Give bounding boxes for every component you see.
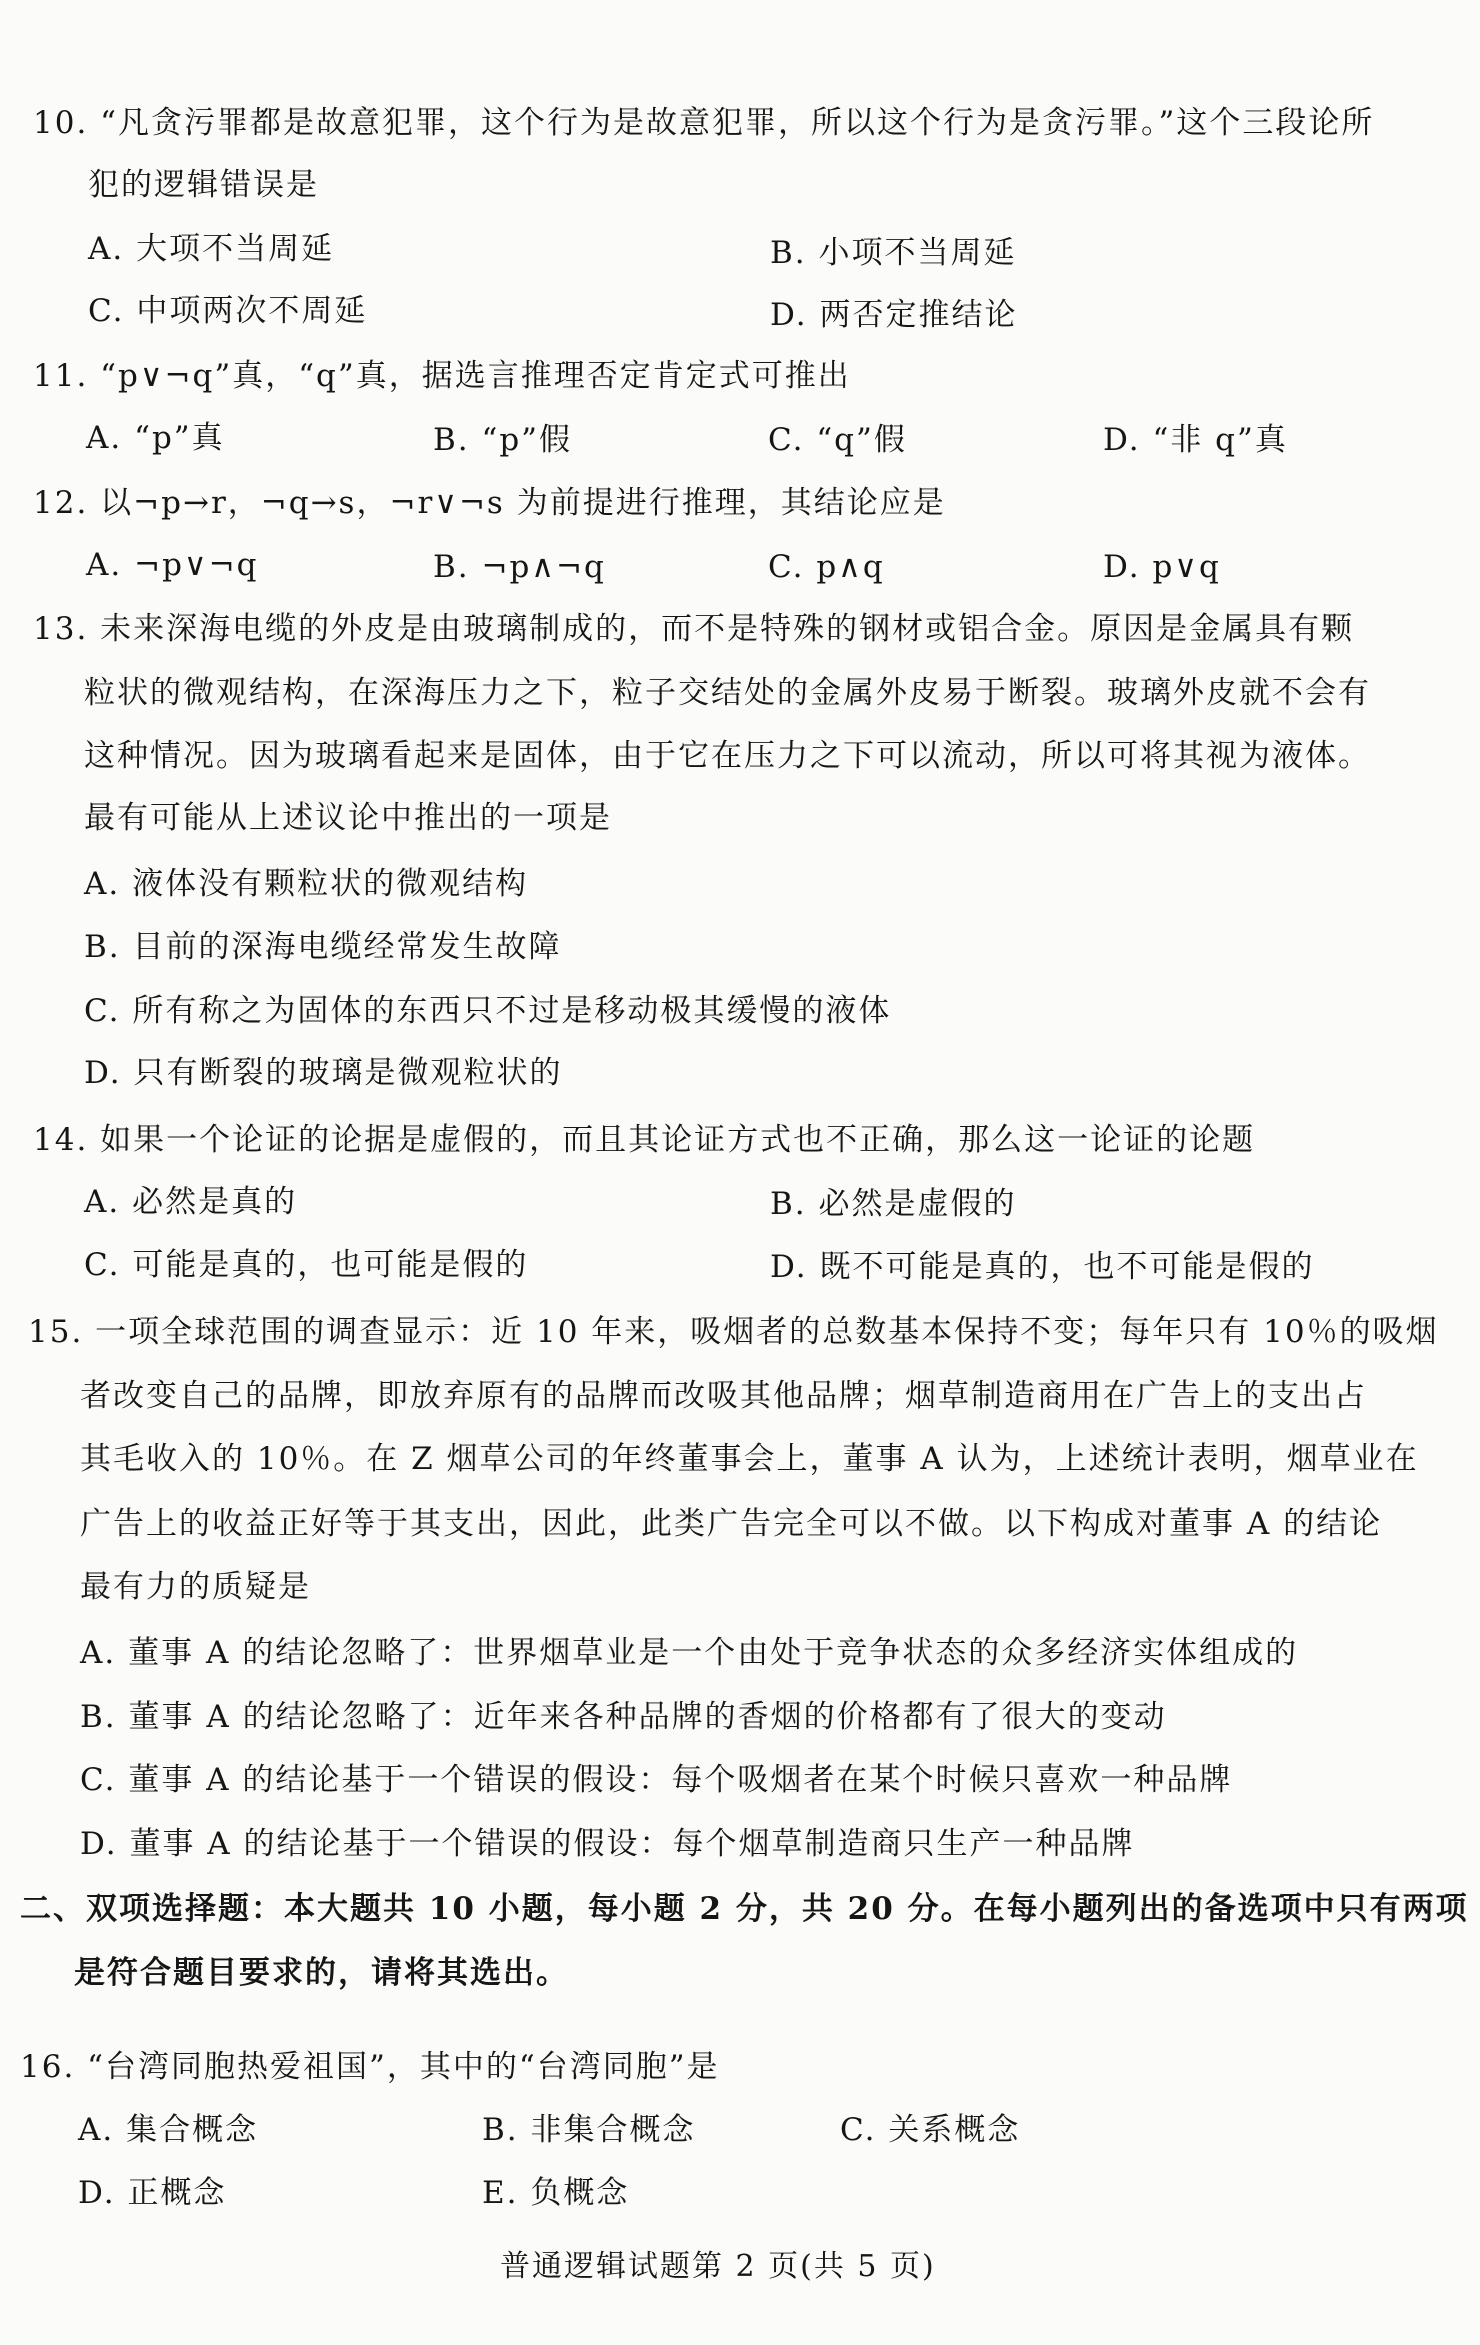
q14-option-a: A. 必然是真的 — [84, 1184, 298, 1220]
q13-option-a: A. 液体没有颗粒状的微观结构 — [84, 866, 529, 902]
q14-option-d: D. 既不可能是真的，也不可能是假的 — [770, 1249, 1315, 1285]
q11-stem: 11. “p∨¬q”真，“q”真，据选言推理否定肯定式可推出 — [33, 358, 851, 394]
q12-option-c: C. p∧q — [768, 549, 885, 585]
q13-option-c: C. 所有称之为固体的东西只不过是移动极其缓慢的液体 — [84, 993, 892, 1029]
q13-stem-line4: 最有可能从上述议论中推出的一项是 — [84, 800, 612, 836]
q11-option-a: A. “p”真 — [86, 420, 225, 456]
q10-option-c: C. 中项两次不周延 — [88, 293, 368, 329]
q15-stem-line5: 最有力的质疑是 — [80, 1569, 311, 1605]
page-footer: 普通逻辑试题第 2 页(共 5 页) — [500, 2249, 936, 2284]
q10-stem-line1: 10. “凡贪污罪都是故意犯罪，这个行为是故意犯罪，所以这个行为是贪污罪。”这个三段论所 — [33, 105, 1375, 141]
q10-stem-line2: 犯的逻辑错误是 — [88, 167, 319, 203]
q16-stem: 16. “台湾同胞热爱祖国”，其中的“台湾同胞”是 — [20, 2049, 720, 2085]
q14-option-c: C. 可能是真的，也可能是假的 — [84, 1247, 529, 1283]
q11-option-b: B. “p”假 — [433, 422, 573, 458]
q13-option-d: D. 只有断裂的玻璃是微观粒状的 — [84, 1055, 563, 1091]
q12-stem: 12. 以¬p→r，¬q→s，¬r∨¬s 为前提进行推理，其结论应是 — [33, 485, 946, 521]
q10-option-a: A. 大项不当周延 — [88, 231, 335, 267]
q16-option-d: D. 正概念 — [78, 2175, 227, 2211]
q13-stem-line3: 这种情况。因为玻璃看起来是固体，由于它在压力之下可以流动，所以可将其视为液体。 — [84, 738, 1371, 774]
q10-option-d: D. 两否定推结论 — [770, 297, 1018, 333]
q11-option-c: C. “q”假 — [768, 422, 907, 458]
q15-option-b: B. 董事 A 的结论忽略了：近年来各种品牌的香烟的价格都有了很大的变动 — [80, 1699, 1167, 1735]
q10-option-b: B. 小项不当周延 — [770, 235, 1017, 271]
q15-stem-line3: 其毛收入的 10％。在 Z 烟草公司的年终董事会上，董事 A 认为，上述统计表明，烟草业在 — [80, 1441, 1419, 1477]
q16-option-a: A. 集合概念 — [78, 2112, 259, 2148]
q15-stem-line2: 者改变自己的品牌，即放弃原有的品牌而改吸其他品牌；烟草制造商用在广告上的支出占 — [80, 1378, 1367, 1414]
q13-option-b: B. 目前的深海电缆经常发生故障 — [84, 929, 562, 965]
q12-option-a: A. ¬p∨¬q — [86, 547, 259, 583]
q12-option-d: D. p∨q — [1103, 549, 1221, 585]
q16-option-b: B. 非集合概念 — [482, 2112, 696, 2148]
section2-heading-line2: 是符合题目要求的，请将其选出。 — [74, 1955, 569, 1991]
section2-heading-line1: 二、双项选择题：本大题共 10 小题，每小题 2 分，共 20 分。在每小题列出的备选项中只有两项 — [20, 1891, 1469, 1927]
q13-stem-line1: 13. 未来深海电缆的外皮是由玻璃制成的，而不是特殊的钢材或铝合金。原因是金属具有颗 — [33, 611, 1355, 647]
q15-option-c: C. 董事 A 的结论基于一个错误的假设：每个吸烟者在某个时候只喜欢一种品牌 — [80, 1762, 1233, 1798]
q16-option-e: E. 负概念 — [482, 2175, 630, 2211]
q15-stem-line1: 15. 一项全球范围的调查显示：近 10 年来，吸烟者的总数基本保持不变；每年只有 10％的吸烟 — [28, 1314, 1439, 1350]
q14-option-b: B. 必然是虚假的 — [770, 1186, 1017, 1222]
q13-stem-line2: 粒状的微观结构，在深海压力之下，粒子交结处的金属外皮易于断裂。玻璃外皮就不会有 — [84, 675, 1371, 711]
q14-stem: 14. 如果一个论证的论据是虚假的，而且其论证方式也不正确，那么这一论证的论题 — [33, 1122, 1256, 1158]
q11-option-d: D. “非 q”真 — [1103, 422, 1288, 458]
q16-option-c: C. 关系概念 — [840, 2112, 1021, 2148]
q12-option-b: B. ¬p∧¬q — [433, 549, 606, 585]
q15-option-d: D. 董事 A 的结论基于一个错误的假设：每个烟草制造商只生产一种品牌 — [80, 1826, 1135, 1862]
q15-option-a: A. 董事 A 的结论忽略了：世界烟草业是一个由处于竞争状态的众多经济实体组成的 — [80, 1635, 1299, 1671]
q15-stem-line4: 广告上的收益正好等于其支出，因此，此类广告完全可以不做。以下构成对董事 A 的结论 — [80, 1506, 1383, 1542]
